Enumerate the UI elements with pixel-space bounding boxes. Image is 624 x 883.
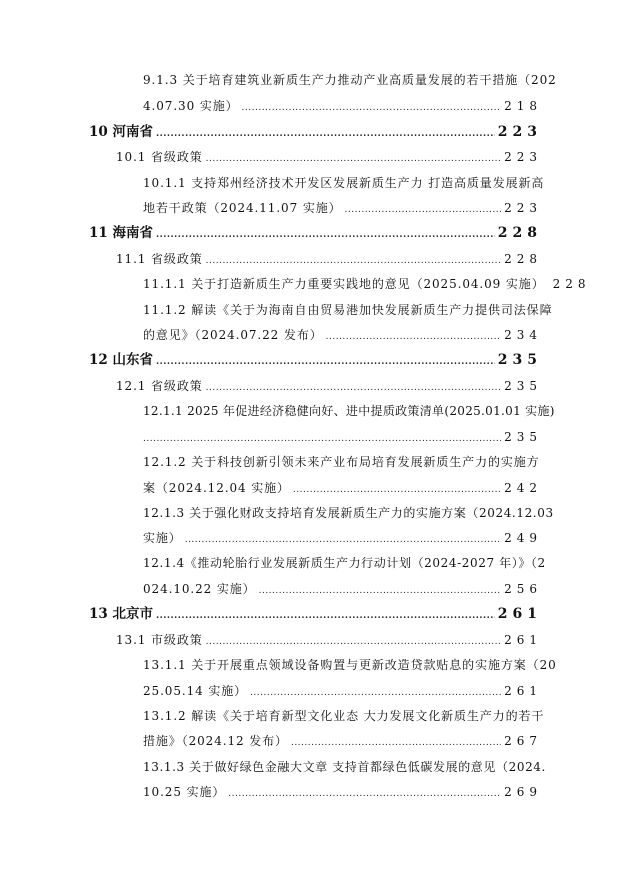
toc-entry-12-1-1[interactable] [143, 427, 542, 447]
page-number: 261 [497, 606, 542, 622]
toc-entry-line2: 25.05.14 实施） [143, 684, 248, 698]
toc-section-12-1[interactable] [116, 376, 542, 396]
toc-chapter-11[interactable] [89, 223, 542, 243]
dot-leader [185, 530, 501, 550]
section-title: 13.1 市级政策 [116, 633, 203, 647]
toc-chapter-12[interactable] [89, 350, 542, 370]
toc-section-10-1[interactable] [116, 147, 542, 167]
dot-leader [156, 352, 495, 372]
toc-entry-line2: 案（2024.12.04 实施） [143, 481, 290, 495]
toc-entry-13-1-2-line1[interactable]: 13.1.2 解读《关于培育新型文化业态 大力发展文化新质生产力的若干 [143, 709, 545, 723]
page-number: 269 [504, 785, 542, 799]
toc-entry-line2: 的意见》（2024.07.22 发布） [143, 328, 323, 342]
page-number: 228 [504, 252, 542, 266]
toc-entry-13-1-1-line1[interactable]: 13.1.1 关于开展重点领域设备购置与更新改造贷款贴息的实施方案（20 [143, 658, 557, 672]
dot-leader [259, 581, 502, 601]
toc-entry-line2: 地若干政策（2024.11.07 实施） [143, 201, 342, 215]
toc-chapter-10[interactable] [89, 122, 542, 142]
toc-entry-10-1-1[interactable] [143, 198, 542, 218]
dot-leader [206, 632, 501, 652]
toc-entry-13-1-2[interactable] [143, 731, 542, 751]
toc-entry-line2: 措施》（2024.12 发布） [143, 734, 288, 748]
toc-entry-line2: 4.07.30 实施） [143, 99, 239, 113]
page-number: 223 [497, 124, 542, 140]
dot-leader [206, 378, 501, 398]
toc-entry-13-1-3[interactable] [143, 782, 542, 802]
dot-leader [156, 606, 495, 626]
toc-section-11-1[interactable] [116, 249, 542, 269]
dot-leader [156, 225, 495, 245]
page-number: 218 [504, 99, 542, 113]
toc-entry-12-1-4[interactable] [143, 579, 542, 599]
section-title: 12.1 省级政策 [116, 379, 203, 393]
dot-leader [242, 98, 502, 118]
chapter-title: 12 山东省 [89, 352, 153, 368]
toc-entry-11-1-2-line1[interactable]: 11.1.2 解读《关于为海南自由贸易港加快发展新质生产力提供司法保障 [143, 303, 553, 317]
page-number: 223 [504, 201, 542, 215]
toc-entry-9-1-3-line1[interactable]: 9.1.3 关于培育建筑业新质生产力推动产业高质量发展的若干措施（202 [143, 73, 557, 87]
toc-entry-12-1-2-line1[interactable]: 12.1.2 关于科技创新引领未来产业布局培育发展新质生产力的实施方 [143, 455, 540, 469]
page-number: 256 [504, 582, 542, 596]
toc-entry-11-1-1[interactable] [143, 274, 591, 294]
page-number: 235 [504, 379, 542, 393]
page-number: 242 [504, 481, 542, 495]
section-title: 10.1 省级政策 [116, 150, 203, 164]
section-title: 11.1 省级政策 [116, 252, 203, 266]
page-number: 249 [504, 531, 542, 545]
toc-entry-line2: 实施） [143, 531, 182, 545]
dot-leader [206, 149, 501, 169]
toc-section-13-1[interactable] [116, 630, 542, 650]
page-number: 235 [497, 352, 542, 368]
page-number: 223 [504, 150, 542, 164]
page-number: 267 [504, 734, 542, 748]
toc-entry-line1: 11.1.1 关于打造新质生产力重要实践地的意见（2025.04.09 实施） [143, 277, 545, 291]
toc-entry-13-1-1[interactable] [143, 681, 542, 701]
toc-chapter-13[interactable] [89, 604, 542, 624]
page-number: 228 [552, 277, 591, 291]
toc-entry-line2: 10.25 实施） [143, 785, 226, 799]
dot-leader [206, 251, 501, 271]
page-number: 261 [504, 684, 542, 698]
dot-leader [156, 124, 495, 144]
toc-entry-9-1-3[interactable] [143, 96, 542, 116]
page-number: 261 [504, 633, 542, 647]
page-number: 234 [504, 328, 542, 342]
toc-entry-11-1-2[interactable] [143, 325, 542, 345]
dot-leader [143, 429, 501, 449]
toc-entry-line2: 024.10.22 实施） [143, 582, 256, 596]
toc-entry-12-1-3[interactable] [143, 528, 542, 548]
toc-entry-12-1-1-line1[interactable]: 12.1.1 2025 年促进经济稳健向好、进中提质政策清单(2025.01.01 实施) [143, 404, 555, 418]
dot-leader [291, 733, 501, 753]
dot-leader [326, 327, 501, 347]
toc-entry-13-1-3-line1[interactable]: 13.1.3 关于做好绿色金融大文章 支持首都绿色低碳发展的意见（2024. [143, 760, 546, 774]
toc-entry-10-1-1-line1[interactable]: 10.1.1 支持郑州经济技术开发区发展新质生产力 打造高质量发展新高 [143, 176, 545, 190]
toc-entry-12-1-2[interactable] [143, 478, 542, 498]
chapter-title: 10 河南省 [89, 124, 153, 140]
toc-entry-12-1-3-line1[interactable]: 12.1.3 关于强化财政支持培育发展新质生产力的实施方案（2024.12.03 [143, 506, 554, 520]
dot-leader [345, 200, 502, 220]
chapter-title: 11 海南省 [89, 225, 153, 241]
dot-leader [228, 784, 501, 804]
toc-entry-12-1-4-line1[interactable]: 12.1.4《推动轮胎行业发展新质生产力行动计划（2024-2027 年）》（2 [143, 556, 546, 570]
chapter-title: 13 北京市 [89, 606, 153, 622]
dot-leader [250, 683, 501, 703]
page-number: 235 [504, 430, 542, 444]
page-number: 228 [497, 225, 542, 241]
dot-leader [293, 480, 501, 500]
